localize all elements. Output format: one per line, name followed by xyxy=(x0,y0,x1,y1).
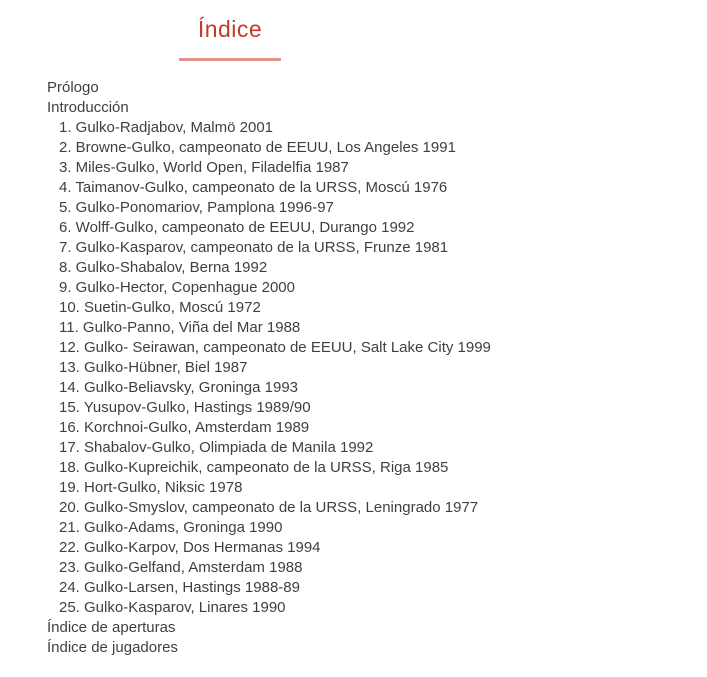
index-entry: 17. Shabalov-Gulko, Olimpiada de Manila 1992 xyxy=(59,439,374,456)
title-block xyxy=(130,15,330,61)
index-entry: 15. Yusupov-Gulko, Hastings 1989/90 xyxy=(59,399,311,416)
index-entry: 18. Gulko-Kupreichik, campeonato de la URSS, Riga 1985 xyxy=(59,459,449,476)
index-entry: 5. Gulko-Ponomariov, Pamplona 1996-97 xyxy=(59,199,334,216)
index-entry: 8. Gulko-Shabalov, Berna 1992 xyxy=(59,259,268,276)
index-section-entry: Prólogo xyxy=(47,79,99,96)
page-title: Índice xyxy=(197,16,263,42)
index-entry: 22. Gulko-Karpov, Dos Hermanas 1994 xyxy=(59,539,321,556)
index-entry: 7. Gulko-Kasparov, campeonato de la URSS, Frunze 1981 xyxy=(59,239,449,256)
index-entry: 9. Gulko-Hector, Copenhague 2000 xyxy=(59,279,295,296)
index-entry: 3. Miles-Gulko, World Open, Filadelfia 1987 xyxy=(59,159,349,176)
index-entry: 13. Gulko-Hübner, Biel 1987 xyxy=(59,359,248,376)
index-entry: 11. Gulko-Panno, Viña del Mar 1988 xyxy=(59,319,301,336)
index-section-entry: Introducción xyxy=(47,99,129,116)
index-entry: 12. Gulko- Seirawan, campeonato de EEUU, Salt Lake City 1999 xyxy=(59,339,491,356)
index-entry: 4. Taimanov-Gulko, campeonato de la URSS, Moscú 1976 xyxy=(59,179,448,196)
index-entry: 25. Gulko-Kasparov, Linares 1990 xyxy=(59,599,286,616)
index-entry: 2. Browne-Gulko, campeonato de EEUU, Los Angeles 1991 xyxy=(59,139,456,156)
index-entry: 19. Hort-Gulko, Niksic 1978 xyxy=(59,479,243,496)
index-section-entry: Índice de aperturas xyxy=(47,619,176,636)
title-underline xyxy=(179,58,281,61)
index-entry: 14. Gulko-Beliavsky, Groninga 1993 xyxy=(59,379,299,396)
index-section-entry: Índice de jugadores xyxy=(47,639,178,656)
index-entry: 1. Gulko-Radjabov, Malmö 2001 xyxy=(59,119,273,136)
index-list xyxy=(47,78,687,658)
index-entry: 23. Gulko-Gelfand, Amsterdam 1988 xyxy=(59,559,303,576)
index-entry: 20. Gulko-Smyslov, campeonato de la URSS, Leningrado 1977 xyxy=(59,499,479,516)
index-entry: 10. Suetin-Gulko, Moscú 1972 xyxy=(59,299,261,316)
index-entry: 16. Korchnoi-Gulko, Amsterdam 1989 xyxy=(59,419,310,436)
index-entry: 21. Gulko-Adams, Groninga 1990 xyxy=(59,519,283,536)
index-entry: 6. Wolff-Gulko, campeonato de EEUU, Durango 1992 xyxy=(59,219,415,236)
index-entry: 24. Gulko-Larsen, Hastings 1988-89 xyxy=(59,579,300,596)
